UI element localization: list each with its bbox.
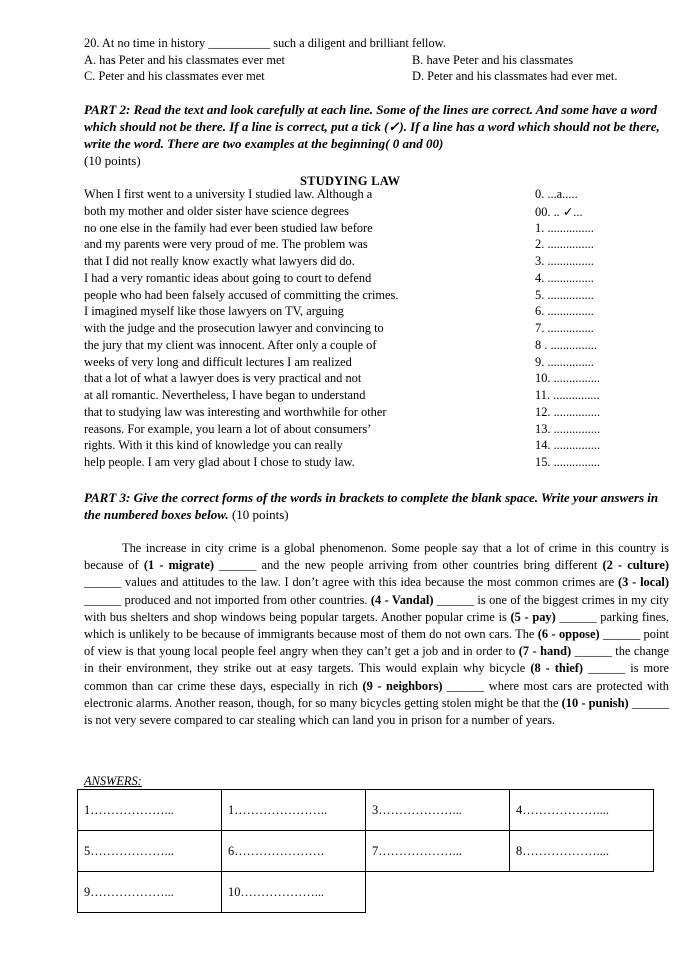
line-answer: 14. ............... xyxy=(535,438,601,453)
answer-box[interactable]: 7………………... xyxy=(366,831,510,872)
word-prompt: (4 - Vandal) xyxy=(370,592,434,607)
line-answer: 13. ............... xyxy=(535,421,601,436)
line-answer: 8 . ............... xyxy=(535,337,597,352)
answers-table xyxy=(77,789,654,913)
text-line: I had a very romantic ideas about going to court to defend xyxy=(84,270,372,285)
line-answer: 00. .. ✓... xyxy=(535,204,583,219)
text-line: people who had been falsely accused of committing the crimes. xyxy=(84,287,399,302)
text-line: both my mother and older sister have science degrees xyxy=(84,203,349,218)
answer-box[interactable]: 3………………... xyxy=(366,790,510,831)
line-answer: 15. ............... xyxy=(535,455,601,469)
word-prompt: (5 - pay) xyxy=(510,609,556,624)
part3-points: (10 points) xyxy=(231,507,289,522)
passage-text: The increase in city crime is a global phenomenon. Some people say that a lot of crime in this country is because of xyxy=(84,541,669,573)
passage-text: ______ is more common than car crime these days, especially in rich xyxy=(84,661,669,693)
line-answer: 7. ............... xyxy=(535,321,594,335)
text-line: at all romantic. Nevertheless, I have began to understand xyxy=(84,388,366,402)
line-answer: 12. ............... xyxy=(535,404,601,419)
answers-row xyxy=(78,831,654,872)
line-answer: 5. ............... xyxy=(535,287,594,302)
answer-box[interactable]: 4……………….... xyxy=(510,790,654,831)
empty-cell xyxy=(510,872,654,913)
part3-instructions: PART 3: Give the correct forms of the words in brackets to complete the blank space. Write your answers in the numbered boxes below. xyxy=(84,490,659,522)
answer-box[interactable]: 9………………... xyxy=(78,872,222,913)
part3-heading xyxy=(84,489,674,523)
passage-text: ______ is one of the biggest crimes in my city with bus shelters and shop windows being popular targets. Another popular crime is xyxy=(84,592,670,624)
word-prompt: (8 - thief) xyxy=(530,661,584,676)
empty-cell xyxy=(366,872,510,913)
text-line: no one else in the family had ever been studied law before xyxy=(84,220,373,235)
option-a: A. has Peter and his classmates ever met xyxy=(84,53,285,67)
text-line: with the judge and the prosecution lawyer and convincing to xyxy=(84,321,384,335)
answer-box[interactable]: 6…………………. xyxy=(222,831,366,872)
option-d: D. Peter and his classmates had ever met. xyxy=(412,69,618,83)
text-line: I imagined myself like those lawyers on TV, arguing xyxy=(84,304,344,319)
text-line: help people. I am very glad about I chose to study law. xyxy=(84,455,355,469)
line-answer: 0. ...a..... xyxy=(535,187,578,201)
word-prompt: (1 - migrate) xyxy=(143,558,215,573)
word-prompt: (7 - hand) xyxy=(518,644,572,659)
part2-points: (10 points) xyxy=(84,153,141,168)
word-prompt: (10 - punish) xyxy=(561,695,629,710)
line-answer: 3. ............... xyxy=(535,254,594,268)
line-answer: 2. ............... xyxy=(535,237,594,252)
answers-row xyxy=(78,872,654,913)
passage-text: ______ is not very severe compared to car stealing which can land you in prison for a number of years. xyxy=(84,695,669,728)
line-answer: 9. ............... xyxy=(535,354,594,369)
part3-passage xyxy=(84,540,669,729)
text-line: the jury that my client was innocent. After only a couple of xyxy=(84,337,377,352)
line-answer: 4. ............... xyxy=(535,270,594,285)
text-line: weeks of very long and difficult lectures I am realized xyxy=(84,354,352,369)
text-line: that a lot of what a lawyer does is very practical and not xyxy=(84,371,362,386)
passage-text: ______ point of view is that young local people feel angry when they can’t get a job and in order to xyxy=(84,627,669,659)
part2-heading xyxy=(84,101,674,169)
answers-row xyxy=(78,790,654,831)
answers-label: ANSWERS: xyxy=(84,774,142,788)
word-prompt: (3 - local) xyxy=(617,575,669,590)
text-line: When I first went to a university I studied law. Although a xyxy=(84,187,373,201)
answer-box[interactable]: 10………………... xyxy=(222,872,366,913)
part2-title: STUDYING LAW xyxy=(300,174,401,188)
passage-text: ______ the change in their environment, they strike out at easy targets. This would explain why bicycle xyxy=(84,644,669,676)
answer-box[interactable]: 8……………….... xyxy=(510,831,654,872)
text-line: rights. With it this kind of knowledge you can really xyxy=(84,438,343,453)
text-line: reasons. For example, you learn a lot of about consumers’ xyxy=(84,421,372,436)
answer-box[interactable]: 5………………... xyxy=(78,831,222,872)
line-answer: 6. ............... xyxy=(535,304,594,319)
option-c: C. Peter and his classmates ever met xyxy=(84,69,265,83)
text-line: that to studying law was interesting and worthwhile for other xyxy=(84,404,387,419)
word-prompt: (6 - oppose) xyxy=(537,627,600,642)
line-answer: 11. ............... xyxy=(535,388,600,402)
word-prompt: (2 - culture) xyxy=(602,558,669,573)
line-answer: 1. ............... xyxy=(535,220,594,235)
passage-text: ______ produced and not imported from other countries. xyxy=(84,592,371,607)
passage-text: ______ and the new people arriving from other countries bring different xyxy=(214,558,603,573)
passage-text: ______ parking fines, which is unlikely to be because of immigrants because most of them do not own cars. The xyxy=(84,609,670,642)
text-line: that I did not really know exactly what lawyers did do. xyxy=(84,254,355,268)
passage-text: ______ values and attitudes to the law. I don’t agree with this idea because the most common crimes are xyxy=(84,575,618,590)
part2-instructions: PART 2: Read the text and look carefully at each line. Some of the lines are correct. And some have a word which should not be there. If a line is correct, put a tick (✓). If a line has a word which should not be there, write the word. There are two examples at the beginning( 0 and 00) xyxy=(84,102,660,151)
passage-text: ______ where most cars are protected with electronic alarms. Another reason, though, for so many bicycles getting stolen might be that the xyxy=(84,678,669,710)
option-b: B. have Peter and his classmates xyxy=(412,53,574,67)
word-prompt: (9 - neighbors) xyxy=(362,678,443,693)
answer-box[interactable]: 1………………... xyxy=(78,790,222,831)
answer-box[interactable]: 1………………….. xyxy=(222,790,366,831)
question-20-stem: 20. At no time in history __________ such a diligent and brilliant fellow. xyxy=(84,36,446,50)
text-line: and my parents were very proud of me. The problem was xyxy=(84,237,368,252)
line-answer: 10. ............... xyxy=(535,371,601,386)
